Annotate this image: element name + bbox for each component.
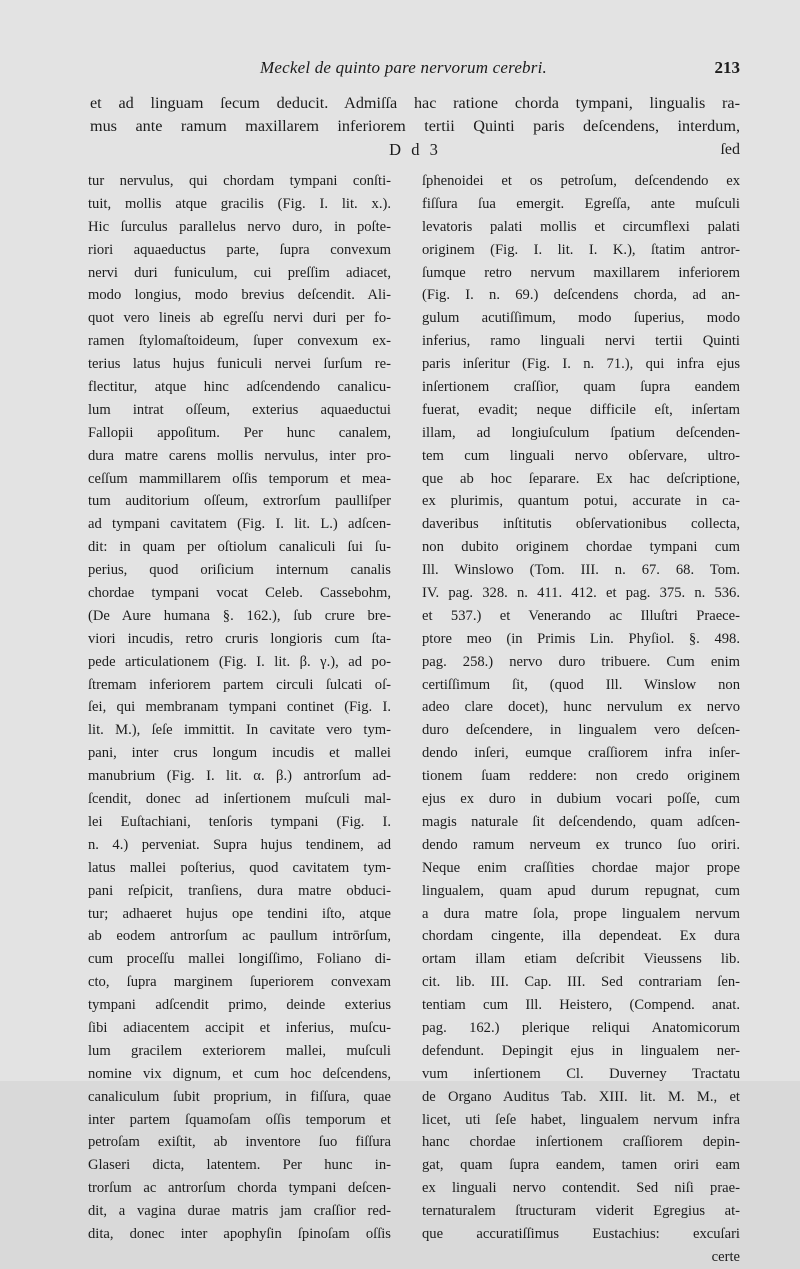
text-line: tionem ſuam reddere: non credo originem [422, 768, 740, 785]
text-line: tem cum linguali nervo obſervare, ultro- [422, 447, 740, 464]
text-line: paris inſeritur (Fig. I. n. 71.), qui infra ejus [422, 356, 740, 373]
text-line: tympani adſcendit primo, deinde exterius [88, 997, 391, 1014]
text-line: ab eodem antrorſum ac paullum intrōrſum, [88, 928, 391, 945]
page-header [90, 58, 740, 82]
text-line: vum inſertionem Cl. Duverney Tractatu [422, 1065, 740, 1082]
text-line: ſcendit, donec ad inſertionem muſculi mal- [88, 791, 391, 808]
text-line: tum auditorium oſſeum, extrorſum paulliſper [88, 493, 391, 510]
text-line: dendo ramum nerveum ex trunco ſuo oriri. [422, 836, 740, 853]
text-line: magis naturale ſit deſcendendo, quam adſcen- [422, 813, 740, 830]
text-line: ad tympani cavitatem (Fig. I. lit. L.) adſcen- [88, 516, 391, 533]
text-line: ſphenoidei et os petroſum, deſcendendo ex [422, 173, 740, 189]
text-line: lum intrat oſſeum, exterius aquaeductui [88, 401, 391, 418]
text-line: levatoris palati mollis et circumflexi palati [422, 218, 740, 235]
text-line: lit. M.), ſeſe immittit. In cavitate vero tym- [88, 722, 391, 739]
text-line: certiſſimum ſit, (quod Ill. Winslow non [422, 676, 740, 693]
text-line: cto, ſupra marginem ſuperiorem convexam [88, 974, 391, 991]
text-line: tuit, mollis atque gracilis (Fig. I. lit. x.). [88, 195, 391, 212]
text-line: Fallopii appoſitum. Per hunc canalem, [88, 424, 391, 441]
text-line: fuerat, evadit; neque difficile eſt, inſertam [422, 401, 740, 418]
text-line: nervi duri funiculum, cui preſſim adiacet, [88, 264, 391, 281]
text-line: a dura matre ſola, prope lingualem nervum [422, 905, 740, 922]
text-line: lingualem, quam apud durum repugnat, cum [422, 882, 740, 899]
page-number: 213 [714, 58, 740, 77]
text-line: viori incudis, retro cruris longioris cum ſta- [88, 630, 391, 647]
text-line: trorſum ac antrorſum chorda tympani deſcen- [88, 1180, 391, 1197]
text-line: ſibi adiacentem accipit et inferius, muſcu- [88, 1019, 391, 1036]
text-line: gulum acutiſſimum, modo ſuperius, modo [422, 310, 740, 327]
text-line: petroſam exiſtit, ab inventore ſuo fiſſura [88, 1134, 391, 1151]
text-line: inſertionem craſſior, quam ſupra eandem [422, 379, 740, 396]
text-line: que accuratiſſimus Eustachius: excuſari [422, 1225, 740, 1242]
text-line: pede articulationem (Fig. I. lit. β. γ.), ad po- [88, 653, 391, 670]
text-line: dura matre carens mollis nervulus, inter pro- [88, 447, 391, 464]
text-line: pag. 162.) plerique reliqui Anatomicorum [422, 1019, 740, 1036]
text-line: pani reſpicit, tranſiens, dura matre obduci- [88, 882, 391, 899]
text-line: ptore meo (in Primis Lin. Phyſiol. §. 498. [422, 630, 740, 647]
text-line: Neque enim craſſities chordae major prope [422, 859, 740, 876]
text-line: adeo clare docet), hunc nervulum ex nervo [422, 699, 740, 716]
text-line: et 537.) et Venerando ac Illuſtri Praece- [422, 607, 740, 624]
text-line: quot vero lineis ab egreſſu nervi duri per fo- [88, 310, 391, 327]
text-line: ſei, qui membranam tympani continet (Fig. I. [88, 699, 391, 716]
text-line: daveribus inſtitutis obſervationibus collecta, [422, 516, 740, 533]
text-line: originem (Fig. I. lit. I. K.), ſtatim antror- [422, 241, 740, 258]
text-line: perius, quod oriſicium internum canalis [88, 562, 391, 579]
text-line: latus mallei poſterius, quod cavitatem tym- [88, 859, 391, 876]
text-line: hanc chordae inſertionem craſſiorem depin- [422, 1134, 740, 1151]
text-line: illam, ad longiuſculum ſpatium deſcenden- [422, 424, 740, 441]
text-line: defendunt. Depingit ejus in lingualem ner- [422, 1042, 740, 1059]
signature-row [90, 138, 740, 161]
text-line: dit, a vagina durae matris jam craſſior red- [88, 1203, 391, 1220]
text-line: pag. 258.) nervo duro tribuere. Cum enim [422, 653, 740, 670]
text-line: pani, inter crus longum incudis et mallei [88, 745, 391, 762]
text-line: chordam cingente, illa dependeat. Ex dura [422, 928, 740, 945]
running-head: Meckel de quinto pare nervorum cerebri. [260, 58, 547, 77]
text-line: non dubito originem chordae tympani cum [422, 539, 740, 556]
text-line: IV. pag. 328. n. 411. 412. et pag. 375. n. 536. [422, 585, 740, 602]
lead-catchword: ſed [720, 141, 740, 158]
text-line: ternaturalem ſtructuram viderit Egregius at- [422, 1203, 740, 1220]
text-line: tur nervulus, qui chordam tympani conſti- [88, 173, 391, 189]
right-column [422, 170, 740, 1269]
text-line: gat, quam ſupra eandem, tamen oriri eam [422, 1157, 740, 1174]
text-line: tentiam cum Ill. Heistero, (Compend. anat. [422, 997, 740, 1014]
text-line: ramen ſtylomaſtoideum, ſuper convexum ex- [88, 333, 391, 350]
text-line: lei Euſtachiani, tenſoris tympani (Fig. I. [88, 813, 391, 830]
lead-line: mus ante ramum maxillarem inferiorem tertii Quinti paris deſcendens, interdum, [90, 117, 740, 135]
text-line: duro deſcendere, in lingualem vero deſcen- [422, 722, 740, 739]
text-line: de Organo Auditus Tab. XIII. lit. M. M., et [422, 1088, 740, 1105]
text-line: lum gracilem exteriorem mallei, muſculi [88, 1042, 391, 1059]
text-line: Glaseri dicta, latentem. Per hunc in- [88, 1157, 391, 1174]
text-line: dit: in quam per oſtiolum canaliculi ſui ſu- [88, 539, 391, 556]
text-line: (De Aure humana §. 162.), ſub crure bre- [88, 607, 391, 624]
text-line: manubrium (Fig. I. lit. α. β.) antrorſum ad- [88, 768, 391, 785]
lead-paragraph [90, 92, 740, 161]
text-line: canaliculum ſubit proprium, in fiſſura, quae [88, 1088, 391, 1105]
text-line: fiſſura ſua emergit. Egreſſa, ante muſculi [422, 195, 740, 212]
text-line: ex plurimis, quantum potui, accurate in ca- [422, 493, 740, 510]
left-column [88, 170, 391, 1246]
text-line: dendo inſeri, eumque craſſiorem infra inſer- [422, 745, 740, 762]
text-line: ejus ex duro in dubium vocari poſſe, cum [422, 791, 740, 808]
text-line: ſumque retro nervum maxillarem inferiorem [422, 264, 740, 281]
text-line: n. 4.) perveniat. Supra hujus tendinem, ad [88, 836, 391, 853]
text-line: chordae tympani vocat Celeb. Cassebohm, [88, 585, 391, 602]
text-line: ex linguali nervo contendit. Sed niſi prae- [422, 1180, 740, 1197]
text-line: ſtremam inferiorem partem circuli ſulcati oſ- [88, 676, 391, 693]
text-line: flectitur, atque hinc adſcendendo canalicu- [88, 379, 391, 396]
text-line: ceſſum mammillarem oſſis temporum et mea- [88, 470, 391, 487]
lead-line: et ad linguam ſecum deducit. Admiſſa hac ratione chorda tympani, lingualis ra- [90, 94, 740, 112]
text-line: cum proceſſu mallei longiſſimo, Foliano di- [88, 951, 391, 968]
text-line: inter partem ſquamoſam oſſis temporum et [88, 1111, 391, 1128]
text-line: terius latus hujus funiculi nervei ſurſum re- [88, 356, 391, 373]
text-line: que ab hoc ſeparare. Ex hac deſcriptione, [422, 470, 740, 487]
text-line: dita, donec inter apophyſin ſpinoſam oſſis [88, 1225, 391, 1242]
text-line: licet, uti ſeſe habet, lingualem nervum infra [422, 1111, 740, 1128]
text-line: modo longius, modo brevius deſcendit. Ali- [88, 287, 391, 304]
signature-mark: D d 3 [389, 140, 441, 159]
text-line: nomine vix dignum, et cum hoc deſcendens, [88, 1065, 391, 1082]
text-line: Ill. Winslowo (Tom. III. n. 67. 68. Tom. [422, 562, 740, 579]
text-line: cit. lib. III. Cap. III. Sed contrariam ſen- [422, 974, 740, 991]
text-line: (Fig. I. n. 69.) deſcendens chorda, ad an- [422, 287, 740, 304]
text-line: ortam illam etiam deſcribit Vieussens lib. [422, 951, 740, 968]
text-line: Hic ſurculus parallelus nervo duro, in poſte- [88, 218, 391, 235]
text-line: riori aquaeductus parte, ſupra convexum [88, 241, 391, 258]
text-line: tur; adhaeret hujus ope tendini iſto, atque [88, 905, 391, 922]
column-catchword: certe [711, 1248, 740, 1265]
text-line: inferius, ramo linguali nervi tertii Quinti [422, 333, 740, 350]
